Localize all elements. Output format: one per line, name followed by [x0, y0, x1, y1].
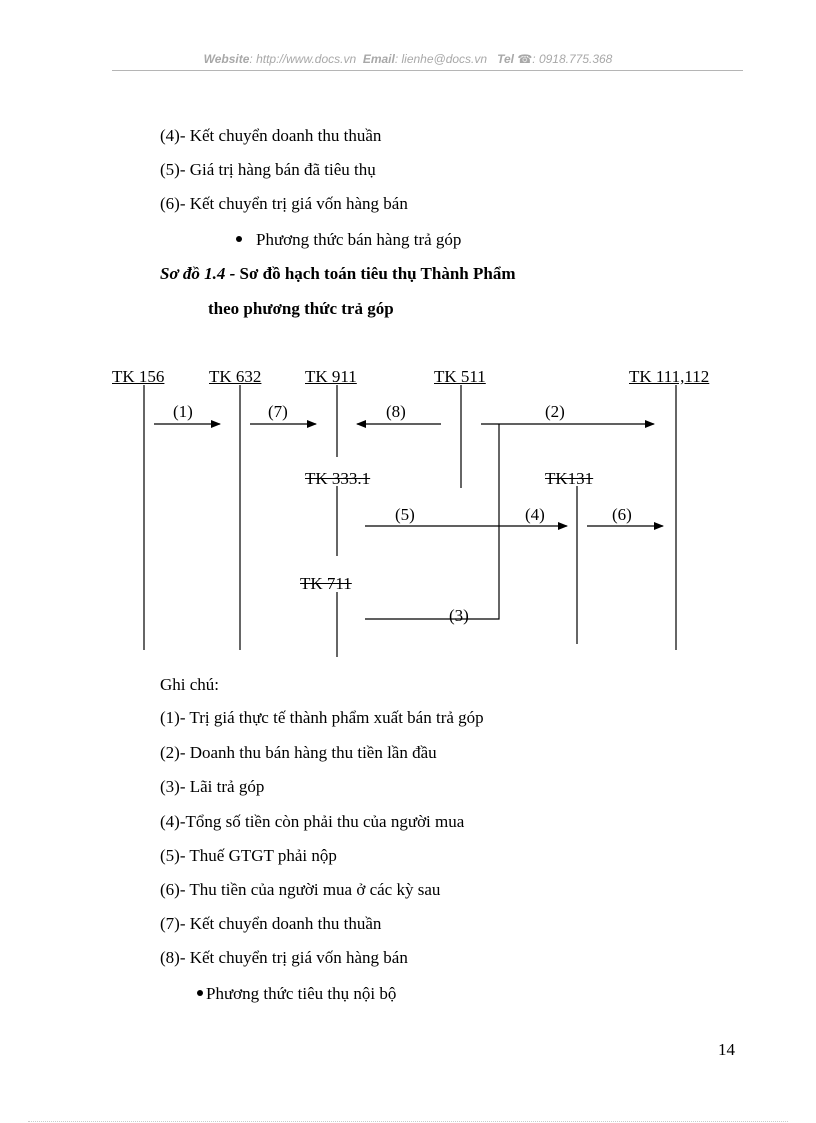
tel-label: Tel [497, 52, 514, 66]
note-2: (2)- Doanh thu bán hàng thu tiền lần đầu [160, 743, 437, 762]
flow-label-2: (2) [545, 402, 565, 421]
email-value: : lienhe@docs.vn [394, 52, 488, 66]
bullet-icon [197, 990, 203, 996]
bullet-internal-consumption [197, 984, 396, 1004]
account-tk111-112: TK 111,112 [629, 367, 710, 386]
flow-label-3: (3) [449, 606, 469, 625]
note-6: (6)- Thu tiền của người mua ở các kỳ sau [160, 880, 441, 899]
page-bottom-divider [28, 1121, 788, 1122]
flow-label-6: (6) [612, 505, 632, 524]
note-7: (7)- Kết chuyển doanh thu thuần [160, 914, 382, 933]
website-label: Website [203, 52, 250, 66]
note-5: (5)- Thuế GTGT phải nộp [160, 846, 337, 865]
caption-title-line1: Sơ đồ hạch toán tiêu thụ Thành Phẩm [235, 264, 516, 283]
website-value: : http://www.docs.vn [249, 52, 357, 66]
account-tk511: TK 511 [434, 367, 486, 386]
account-tk3331: TK 333.1 [305, 469, 371, 488]
caption-prefix: Sơ đồ 1.4 - [160, 264, 236, 283]
bullet-internal-label: Phương thức tiêu thụ nội bộ [206, 984, 397, 1003]
page-number: 14 [718, 1040, 735, 1059]
note-8: (8)- Kết chuyển trị giá vốn hàng bán [160, 948, 408, 967]
flow-label-5: (5) [395, 505, 415, 524]
email-label: Email [362, 52, 395, 66]
note-4: (4)-Tổng số tiền còn phải thu của người mua [160, 812, 465, 831]
note-1: (1)- Trị giá thực tế thành phẩm xuất bán trả góp [160, 708, 484, 727]
notes-title: Ghi chú: [160, 675, 220, 694]
account-tk632: TK 632 [209, 367, 262, 386]
phone-icon: ☎ [517, 52, 533, 66]
top-item-5: (5)- Giá trị hàng bán đã tiêu thụ [160, 160, 376, 179]
flow-3-connector [365, 424, 499, 619]
top-item-4: (4)- Kết chuyển doanh thu thuần [160, 126, 382, 145]
account-tk911: TK 911 [305, 367, 357, 386]
top-item-6: (6)- Kết chuyển trị giá vốn hàng bán [160, 194, 408, 213]
account-tk711: TK 711 [300, 574, 352, 593]
account-tk131: TK131 [545, 469, 594, 488]
caption-title-line2: theo phương thức trả góp [208, 299, 394, 318]
note-3: (3)- Lãi trả góp [160, 777, 265, 796]
account-tk156: TK 156 [112, 367, 165, 386]
flow-label-4: (4) [525, 505, 545, 524]
flow-label-8: (8) [386, 402, 406, 421]
tel-value: : 0918.775.368 [532, 52, 613, 66]
bullet-installment-label: Phương thức bán hàng trả góp [256, 230, 462, 249]
flow-label-7: (7) [268, 402, 288, 421]
flow-label-1: (1) [173, 402, 193, 421]
